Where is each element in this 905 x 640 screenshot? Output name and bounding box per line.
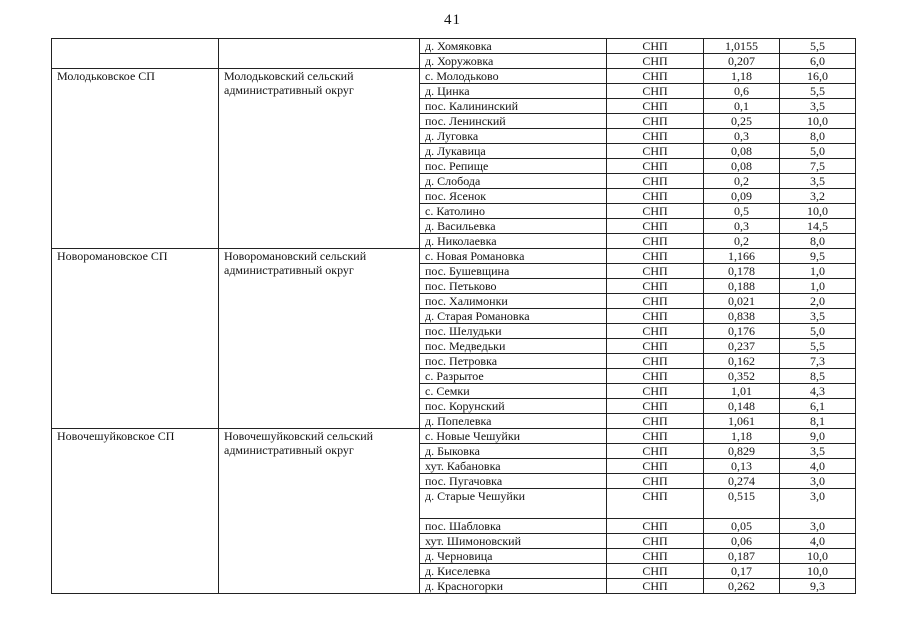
distance-cell: 3,0: [780, 519, 856, 534]
type-cell: СНП: [607, 579, 704, 594]
locality-cell: д. Хомяковка: [420, 39, 607, 54]
distance-cell: 10,0: [780, 549, 856, 564]
distance-cell: 10,0: [780, 204, 856, 219]
type-cell: СНП: [607, 99, 704, 114]
locality-cell: д. Слобода: [420, 174, 607, 189]
value-cell: 0,17: [704, 564, 780, 579]
distance-cell: 3,5: [780, 309, 856, 324]
value-cell: 1,18: [704, 429, 780, 444]
type-cell: СНП: [607, 534, 704, 549]
locality-cell: пос. Петьково: [420, 279, 607, 294]
type-cell: СНП: [607, 219, 704, 234]
distance-cell: 5,5: [780, 339, 856, 354]
type-cell: СНП: [607, 204, 704, 219]
table-row: [52, 429, 856, 444]
distance-cell: 5,5: [780, 84, 856, 99]
type-cell: СНП: [607, 339, 704, 354]
type-cell: СНП: [607, 324, 704, 339]
district-cell: [219, 39, 420, 69]
municipality-cell: Молодьковское СП: [52, 69, 219, 249]
settlements-table: [51, 38, 856, 594]
distance-cell: 4,0: [780, 459, 856, 474]
type-cell: СНП: [607, 234, 704, 249]
locality-cell: хут. Кабановка: [420, 459, 607, 474]
type-cell: СНП: [607, 459, 704, 474]
distance-cell: 3,5: [780, 174, 856, 189]
locality-cell: пос. Ясенок: [420, 189, 607, 204]
value-cell: 0,08: [704, 144, 780, 159]
type-cell: СНП: [607, 549, 704, 564]
distance-cell: 4,3: [780, 384, 856, 399]
type-cell: СНП: [607, 444, 704, 459]
distance-cell: 8,1: [780, 414, 856, 429]
type-cell: СНП: [607, 414, 704, 429]
district-cell: Молодьковский сельский административный округ: [219, 69, 420, 249]
distance-cell: 5,0: [780, 144, 856, 159]
distance-cell: 6,0: [780, 54, 856, 69]
locality-cell: пос. Медведьки: [420, 339, 607, 354]
locality-cell: пос. Шелудьки: [420, 324, 607, 339]
distance-cell: 1,0: [780, 279, 856, 294]
distance-cell: 16,0: [780, 69, 856, 84]
distance-cell: 9,0: [780, 429, 856, 444]
type-cell: СНП: [607, 264, 704, 279]
value-cell: 0,3: [704, 219, 780, 234]
table-row: [52, 39, 856, 54]
locality-cell: пос. Корунский: [420, 399, 607, 414]
type-cell: СНП: [607, 369, 704, 384]
locality-cell: с. Молодьково: [420, 69, 607, 84]
type-cell: СНП: [607, 519, 704, 534]
type-cell: СНП: [607, 384, 704, 399]
locality-cell: с. Разрытое: [420, 369, 607, 384]
type-cell: СНП: [607, 354, 704, 369]
type-cell: СНП: [607, 294, 704, 309]
value-cell: 0,178: [704, 264, 780, 279]
type-cell: СНП: [607, 399, 704, 414]
value-cell: 0,262: [704, 579, 780, 594]
locality-cell: д. Васильевка: [420, 219, 607, 234]
value-cell: 0,838: [704, 309, 780, 324]
locality-cell: пос. Пугачовка: [420, 474, 607, 489]
locality-cell: пос. Петровка: [420, 354, 607, 369]
value-cell: 1,0155: [704, 39, 780, 54]
value-cell: 0,06: [704, 534, 780, 549]
municipality-cell: [52, 39, 219, 69]
page-number: 41: [444, 12, 461, 28]
value-cell: 0,6: [704, 84, 780, 99]
distance-cell: 5,5: [780, 39, 856, 54]
value-cell: 0,829: [704, 444, 780, 459]
district-cell: Новочешуйковский сельский административный округ: [219, 429, 420, 594]
type-cell: СНП: [607, 84, 704, 99]
value-cell: 1,18: [704, 69, 780, 84]
value-cell: 0,08: [704, 159, 780, 174]
value-cell: 0,2: [704, 174, 780, 189]
locality-cell: хут. Шимоновский: [420, 534, 607, 549]
type-cell: СНП: [607, 429, 704, 444]
table-row: [52, 69, 856, 84]
distance-cell: 9,3: [780, 579, 856, 594]
locality-cell: пос. Бушевщина: [420, 264, 607, 279]
value-cell: 0,237: [704, 339, 780, 354]
table-body: [52, 39, 856, 594]
locality-cell: пос. Халимонки: [420, 294, 607, 309]
type-cell: СНП: [607, 159, 704, 174]
distance-cell: 5,0: [780, 324, 856, 339]
municipality-cell: Новочешуйковское СП: [52, 429, 219, 594]
locality-cell: д. Николаевка: [420, 234, 607, 249]
locality-cell: пос. Репище: [420, 159, 607, 174]
type-cell: СНП: [607, 249, 704, 264]
value-cell: 0,188: [704, 279, 780, 294]
type-cell: СНП: [607, 114, 704, 129]
locality-cell: д. Быковка: [420, 444, 607, 459]
locality-cell: д. Лукавица: [420, 144, 607, 159]
table-row: [52, 249, 856, 264]
value-cell: 0,021: [704, 294, 780, 309]
type-cell: СНП: [607, 309, 704, 324]
distance-cell: 3,0: [780, 489, 856, 519]
distance-cell: 3,0: [780, 474, 856, 489]
type-cell: СНП: [607, 54, 704, 69]
distance-cell: 6,1: [780, 399, 856, 414]
value-cell: 0,05: [704, 519, 780, 534]
type-cell: СНП: [607, 489, 704, 519]
locality-cell: пос. Калининский: [420, 99, 607, 114]
distance-cell: 2,0: [780, 294, 856, 309]
distance-cell: 14,5: [780, 219, 856, 234]
locality-cell: д. Киселевка: [420, 564, 607, 579]
distance-cell: 10,0: [780, 114, 856, 129]
district-cell: Новоромановский сельский административный округ: [219, 249, 420, 429]
value-cell: 0,3: [704, 129, 780, 144]
locality-cell: с. Новые Чешуйки: [420, 429, 607, 444]
value-cell: 0,5: [704, 204, 780, 219]
value-cell: 0,25: [704, 114, 780, 129]
value-cell: 1,166: [704, 249, 780, 264]
distance-cell: 4,0: [780, 534, 856, 549]
value-cell: 0,274: [704, 474, 780, 489]
locality-cell: с. Новая Романовка: [420, 249, 607, 264]
distance-cell: 7,3: [780, 354, 856, 369]
locality-cell: с. Католино: [420, 204, 607, 219]
type-cell: СНП: [607, 279, 704, 294]
value-cell: 0,2: [704, 234, 780, 249]
value-cell: 1,01: [704, 384, 780, 399]
value-cell: 0,352: [704, 369, 780, 384]
locality-cell: пос. Шабловка: [420, 519, 607, 534]
type-cell: СНП: [607, 174, 704, 189]
distance-cell: 1,0: [780, 264, 856, 279]
locality-cell: д. Красногорки: [420, 579, 607, 594]
distance-cell: 3,5: [780, 99, 856, 114]
distance-cell: 10,0: [780, 564, 856, 579]
value-cell: 0,148: [704, 399, 780, 414]
locality-cell: д. Попелевка: [420, 414, 607, 429]
locality-cell: д. Черновица: [420, 549, 607, 564]
type-cell: СНП: [607, 189, 704, 204]
distance-cell: 8,5: [780, 369, 856, 384]
locality-cell: д. Старая Романовка: [420, 309, 607, 324]
locality-cell: д. Старые Чешуйки: [420, 489, 607, 519]
value-cell: 0,515: [704, 489, 780, 519]
distance-cell: 8,0: [780, 234, 856, 249]
value-cell: 0,09: [704, 189, 780, 204]
distance-cell: 7,5: [780, 159, 856, 174]
distance-cell: 9,5: [780, 249, 856, 264]
value-cell: 0,1: [704, 99, 780, 114]
type-cell: СНП: [607, 129, 704, 144]
locality-cell: д. Луговка: [420, 129, 607, 144]
value-cell: 1,061: [704, 414, 780, 429]
value-cell: 0,207: [704, 54, 780, 69]
type-cell: СНП: [607, 564, 704, 579]
value-cell: 0,187: [704, 549, 780, 564]
value-cell: 0,176: [704, 324, 780, 339]
type-cell: СНП: [607, 39, 704, 54]
locality-cell: д. Хоружовка: [420, 54, 607, 69]
distance-cell: 3,2: [780, 189, 856, 204]
value-cell: 0,162: [704, 354, 780, 369]
distance-cell: 3,5: [780, 444, 856, 459]
distance-cell: 8,0: [780, 129, 856, 144]
locality-cell: с. Семки: [420, 384, 607, 399]
value-cell: 0,13: [704, 459, 780, 474]
type-cell: СНП: [607, 474, 704, 489]
type-cell: СНП: [607, 69, 704, 84]
type-cell: СНП: [607, 144, 704, 159]
locality-cell: пос. Ленинский: [420, 114, 607, 129]
municipality-cell: Новоромановское СП: [52, 249, 219, 429]
locality-cell: д. Цинка: [420, 84, 607, 99]
